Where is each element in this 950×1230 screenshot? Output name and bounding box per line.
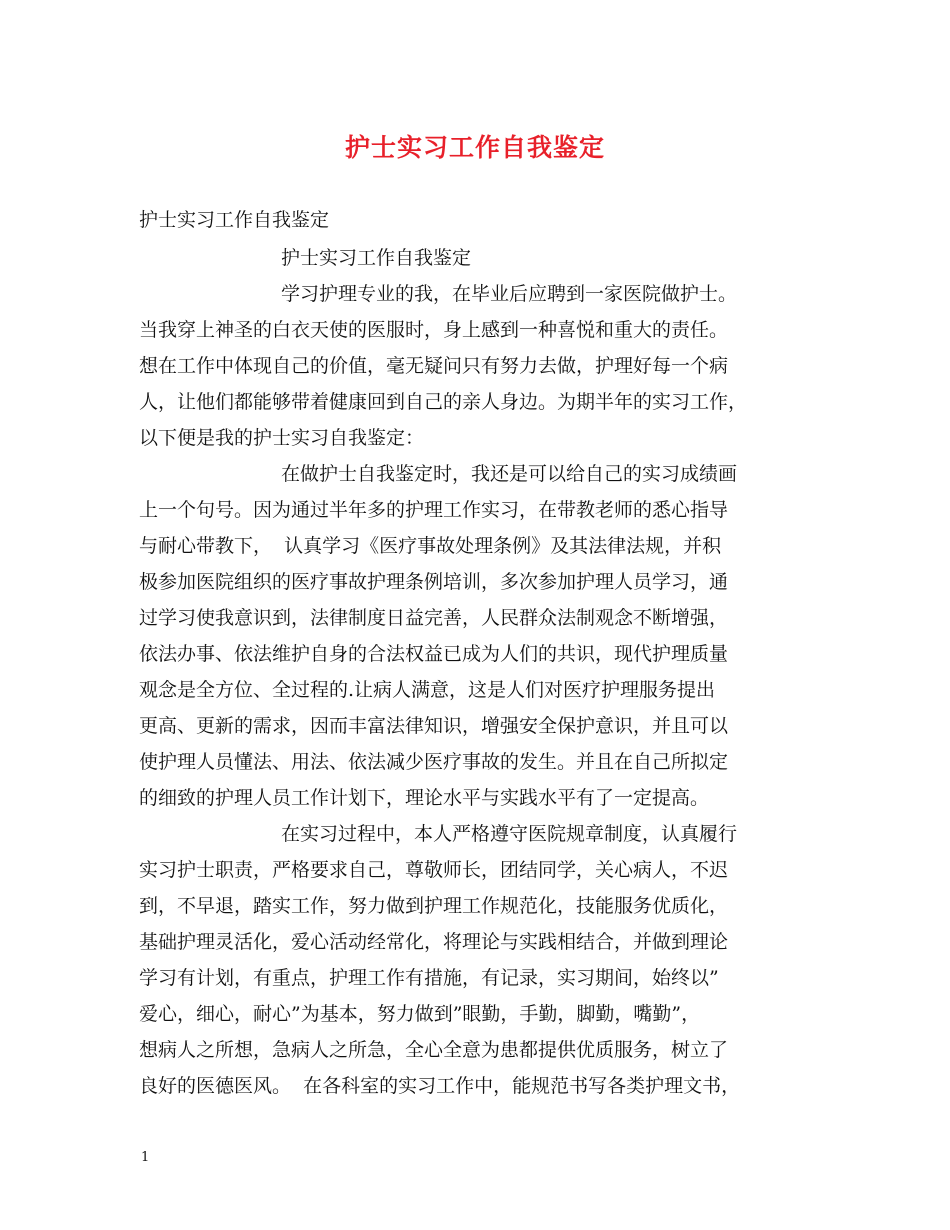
- document-title: 护士实习工作自我鉴定: [344, 133, 605, 162]
- paragraph-line: 学习有计划，有重点，护理工作有措施，有记录，实习期间，始终以”: [139, 967, 719, 989]
- paragraph-line: 使护理人员懂法、用法、依法减少医疗事故的发生。并且在自己所拟定: [139, 751, 729, 773]
- paragraph-line: 依法办事、依法维护自身的合法权益已成为人们的共识，现代护理质量: [139, 643, 729, 665]
- paragraph-line: 爱心，细心，耐心”为基本，努力做到”眼勤，手勤，脚勤，嘴勤”，: [139, 1003, 701, 1025]
- paragraph-line: 观念是全方位、全过程的.让病人满意，这是人们对医疗护理服务提出: [139, 679, 716, 701]
- paragraph-line: 想病人之所想，急病人之所急，全心全意为患都提供优质服务，树立了: [139, 1039, 729, 1061]
- paragraph-line: 在做护士自我鉴定时，我还是可以给自己的实习成绩画: [281, 463, 738, 485]
- paragraph-line: 到，不早退，踏实工作，努力做到护理工作规范化，技能服务优质化，: [139, 895, 729, 917]
- paragraph-line: 极参加医院组织的医疗事故护理条例培训，多次参加护理人员学习，通: [139, 571, 729, 593]
- paragraph-line: 的细致的护理人员工作计划下，理论水平与实践水平有了一定提高。: [139, 787, 710, 809]
- paragraph-line: 与耐心带教下， 认真学习《医疗事故处理条例》及其法律法规，并积: [139, 535, 722, 557]
- paragraph-line: 以下便是我的护士实习自我鉴定：: [139, 427, 425, 449]
- paragraph-line: 上一个句号。因为通过半年多的护理工作实习，在带教老师的悉心指导: [139, 499, 729, 521]
- paragraph-line: 更高、更新的需求，因而丰富法律知识，增强安全保护意识，并且可以: [139, 715, 729, 737]
- paragraph-line: 人，让他们都能够带着健康回到自己的亲人身边。为期半年的实习工作，: [139, 391, 748, 413]
- paragraph-line: 良好的医德医风。 在各科室的实习工作中，能规范书写各类护理文书，: [139, 1075, 741, 1097]
- document-body: [139, 240, 829, 1104]
- document-heading: 护士实习工作自我鉴定: [139, 209, 330, 231]
- page-number: 1: [141, 1150, 150, 1165]
- paragraph-line: 在实习过程中，本人严格遵守医院规章制度，认真履行: [281, 823, 738, 845]
- paragraph-line: 想在工作中体现自己的价值，毫无疑问只有努力去做，护理好每一个病: [139, 355, 729, 377]
- subtitle-line: 护士实习工作自我鉴定: [281, 247, 472, 269]
- paragraph-line: 过学习使我意识到，法律制度日益完善，人民群众法制观念不断增强，: [139, 607, 729, 629]
- paragraph-line: 实习护士职责，严格要求自己，尊敬师长，团结同学，关心病人，不迟: [139, 859, 729, 881]
- paragraph-line: 当我穿上神圣的白衣天使的医服时，身上感到一种喜悦和重大的责任。: [139, 319, 729, 341]
- paragraph-line: 基础护理灵活化，爱心活动经常化，将理论与实践相结合，并做到理论: [139, 931, 729, 953]
- paragraph-line: 学习护理专业的我，在毕业后应聘到一家医院做护士。: [281, 283, 738, 305]
